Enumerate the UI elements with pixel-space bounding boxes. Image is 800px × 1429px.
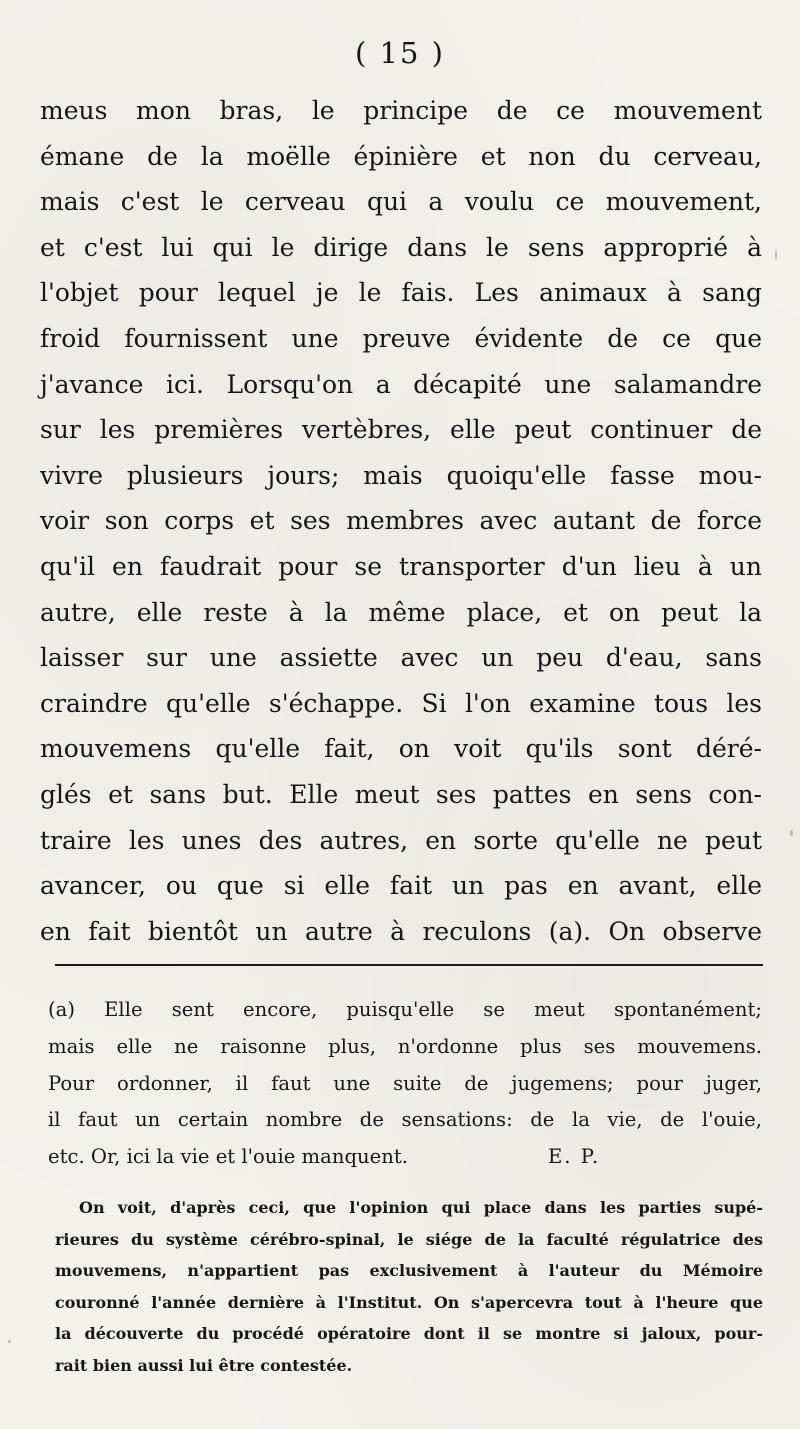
- text-line: émane de la moëlle épinière et non du cerveau,: [40, 141, 762, 171]
- note-line: rieures du système cérébro-spinal, le siége de la faculté régulatrice des: [55, 1229, 763, 1249]
- text-line: l'objet pour lequel je le fais. Les animaux à sang: [40, 278, 762, 308]
- paper-speck: [790, 830, 793, 836]
- footnote-line: (a) Elle sent encore, puisqu'elle se meut spontanément;: [48, 998, 762, 1021]
- text-line: voir son corps et ses membres avec autant de force: [40, 506, 762, 536]
- footnote: [48, 992, 762, 1176]
- text-line: glés et sans but. Elle meut ses pattes en sens con-: [40, 779, 762, 809]
- note-line: rait bien aussi lui être contestée.: [55, 1355, 353, 1375]
- note-line: mouvemens, n'appartient pas exclusivement à l'auteur du Mémoire: [55, 1261, 763, 1281]
- editor-note: [55, 1192, 763, 1382]
- main-text: [40, 88, 762, 954]
- text-line: traire les unes des autres, en sorte qu'elle ne peut: [40, 825, 762, 855]
- footnote-line: Pour ordonner, il faut une suite de jugemens; pour juger,: [48, 1071, 762, 1095]
- note-line: On voit, d'après ceci, que l'opinion qui place dans les parties supé-: [79, 1198, 763, 1217]
- text-line: sur les premières vertèbres, elle peut continuer de: [40, 415, 762, 445]
- footnote-line: mais elle ne raisonne plus, n'ordonne plus ses mouvemens.: [48, 1034, 762, 1058]
- text-line: meus mon bras, le principe de ce mouvement: [40, 96, 762, 125]
- footnote-divider: [55, 964, 763, 966]
- text-line: autre, elle reste à la même place, et on peut la: [40, 597, 762, 627]
- text-line: froid fournissent une preuve évidente de ce que: [40, 323, 762, 353]
- text-line: craindre qu'elle s'échappe. Si l'on examine tous les: [40, 688, 762, 718]
- paper-speck: [775, 250, 777, 260]
- text-line: j'avance ici. Lorsqu'on a décapité une salamandre: [40, 369, 762, 399]
- footnote-line: etc. Or, ici la vie et l'ouie manquent.: [48, 1145, 408, 1169]
- text-line: vivre plusieurs jours; mais quoiqu'elle fasse mou-: [40, 460, 762, 490]
- text-line: avancer, ou que si elle fait un pas en avant, elle: [40, 871, 762, 901]
- text-line: qu'il en faudrait pour se transporter d'un lieu à un: [40, 551, 762, 581]
- text-line: mouvemens qu'elle fait, on voit qu'ils sont déré-: [40, 734, 762, 764]
- note-line: couronné l'année dernière à l'Institut. On s'apercevra tout à l'heure que: [55, 1292, 763, 1312]
- text-line: et c'est lui qui le dirige dans le sens approprié à: [40, 232, 762, 262]
- footnote-line: il faut un certain nombre de sensations: de la vie, de l'ouie,: [48, 1108, 762, 1132]
- footnote-signature: E. P.: [548, 1145, 601, 1169]
- text-line: laisser sur une assiette avec un peu d'eau, sans: [40, 643, 762, 673]
- text-line: en fait bientôt un autre à reculons (a). On observe: [40, 916, 762, 946]
- note-line: la découverte du procédé opératoire dont il se montre si jaloux, pour-: [55, 1324, 763, 1344]
- page-number: ( 15 ): [355, 36, 445, 70]
- footnote-last-row: [48, 1139, 762, 1176]
- text-line: mais c'est le cerveau qui a voulu ce mouvement,: [40, 187, 762, 217]
- paper-speck: [8, 1340, 11, 1343]
